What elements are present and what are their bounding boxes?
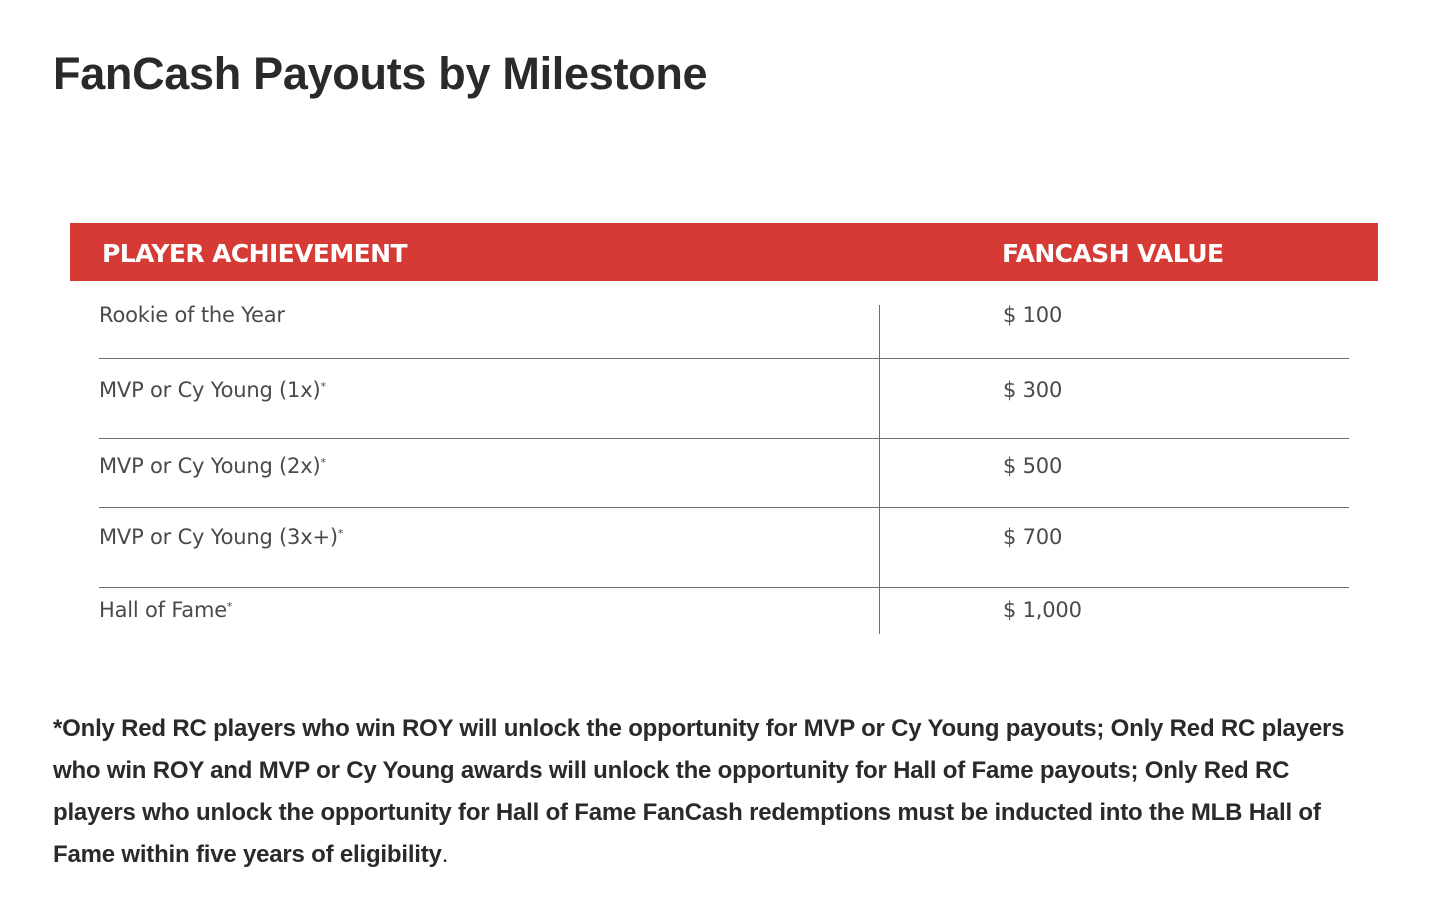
achievement-label: MVP or Cy Young (2x) — [99, 454, 321, 478]
achievement-cell — [99, 305, 285, 325]
column-divider — [879, 305, 880, 634]
footnote-asterisk: * — [320, 456, 326, 469]
row-divider — [99, 587, 1349, 588]
fancash-value-cell: $ 500 — [1003, 454, 1063, 478]
achievement-label: MVP or Cy Young (1x) — [99, 378, 321, 402]
row-divider — [99, 438, 1349, 439]
row-divider — [99, 358, 1349, 359]
table-header — [70, 223, 1378, 281]
fancash-value-cell: $ 300 — [1003, 378, 1063, 402]
achievement-cell — [99, 600, 232, 620]
fancash-value-cell: $ 100 — [1003, 303, 1063, 327]
row-divider — [99, 507, 1349, 508]
fancash-value-cell: $ 700 — [1003, 525, 1063, 549]
footnote-text: *Only Red RC players who win ROY will unlock the opportunity for MVP or Cy Young payouts; Only Red RC players who win ROY and MVP or Cy Young awards will unlock the opportunity for Hall of Fame payouts; Only Red RC players who unlock the opportunity for Hall of Fame FanCash redemptions must be inducted into the MLB Hall of Fame within five years of eligibility — [53, 715, 1345, 868]
achievement-label: Hall of Fame — [99, 598, 227, 622]
column-header-player-achievement: PLAYER ACHIEVEMENT — [102, 239, 407, 268]
achievement-label: MVP or Cy Young (3x+) — [99, 525, 338, 549]
table-body — [99, 305, 1349, 634]
achievement-cell — [99, 456, 326, 476]
fancash-value-cell: $ 1,000 — [1003, 598, 1082, 622]
achievement-cell — [99, 527, 343, 547]
footnote-asterisk: * — [226, 600, 233, 613]
column-header-fancash-value: FANCASH VALUE — [1002, 239, 1224, 268]
achievement-cell — [99, 380, 326, 400]
footnote-period: . — [441, 841, 449, 868]
footnote-asterisk: * — [337, 527, 344, 540]
footnote-asterisk: * — [320, 380, 326, 393]
footnote — [53, 708, 1373, 876]
page-title: FanCash Payouts by Milestone — [53, 48, 708, 99]
achievement-label: Rookie of the Year — [99, 303, 285, 327]
